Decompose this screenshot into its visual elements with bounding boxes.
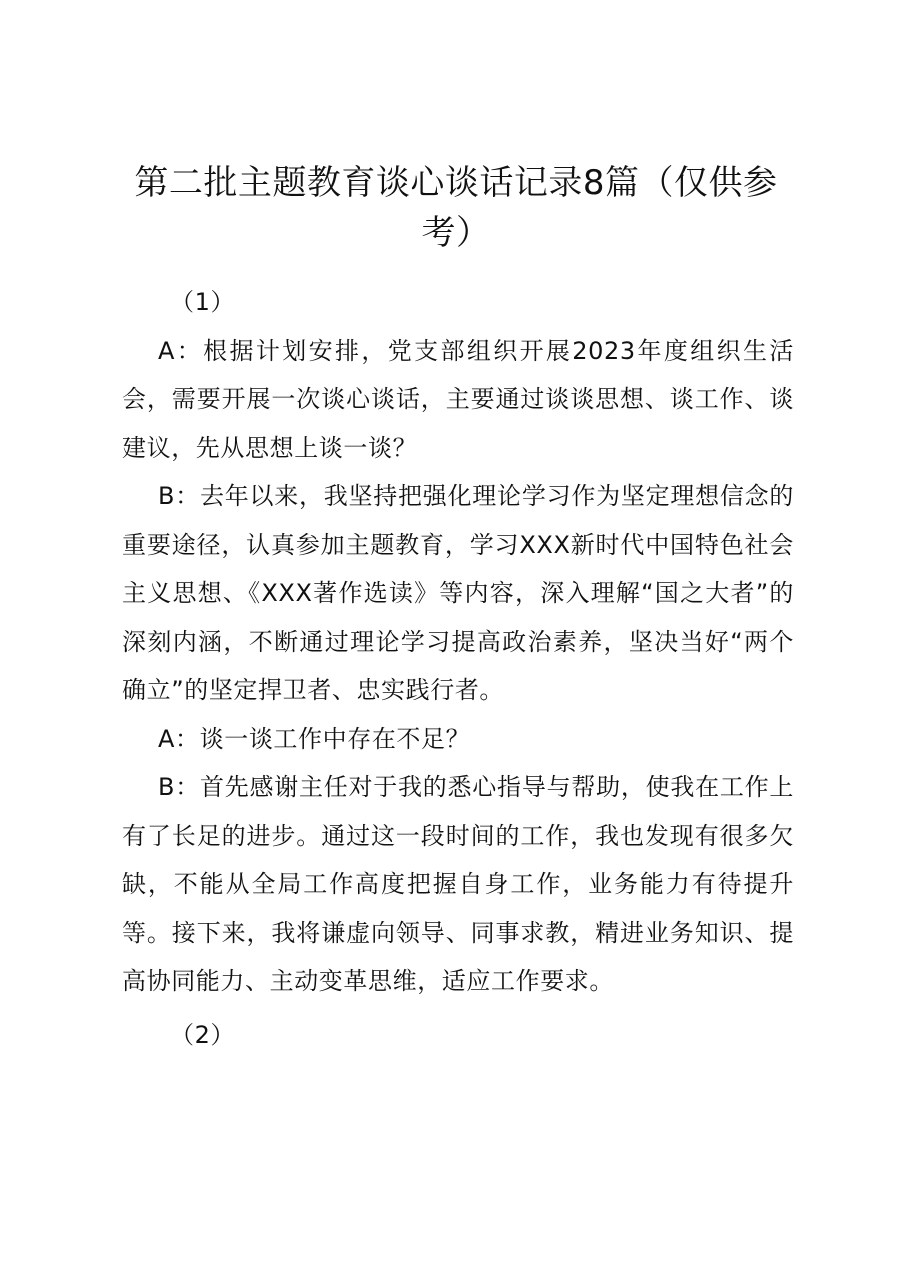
document-body <box>122 278 794 1059</box>
section-number: （2） <box>170 1020 236 1049</box>
document-title: 第二批主题教育谈心谈话记录8篇（仅供参考） <box>134 163 778 253</box>
dialogue-paragraph: A：根据计划安排，党支部组织开展2023年度组织生活会，需要开展一次谈心谈话，主要通过谈谈思想、谈工作、谈建议，先从思想上谈一谈？ <box>122 336 794 462</box>
section-number: （1） <box>170 288 236 316</box>
dialogue-paragraph: B：去年以来，我坚持把强化理论学习作为坚定理想信念的重要途径，认真参加主题教育，学习XXX新时代中国特色社会主义思想、《XXX著作选读》等内容，深入理解“国之大者”的深刻内涵，不断通过理论学习提高政治素养，坚决当好“两个确立”的坚定捍卫者、忠实践行者。 <box>122 482 794 704</box>
dialogue-paragraph: B：首先感谢主任对于我的悉心指导与帮助，使我在工作上有了长足的进步。通过这一段时间的工作，我也发现有很多欠缺，不能从全局工作高度把握自身工作，业务能力有待提升等。接下来，我将谦虚向领导、同事求教，精进业务知识、提高协同能力、主动变革思维，适应工作要求。 <box>122 773 794 995</box>
dialogue-paragraph: A：谈一谈工作中存在不足？ <box>158 724 471 753</box>
